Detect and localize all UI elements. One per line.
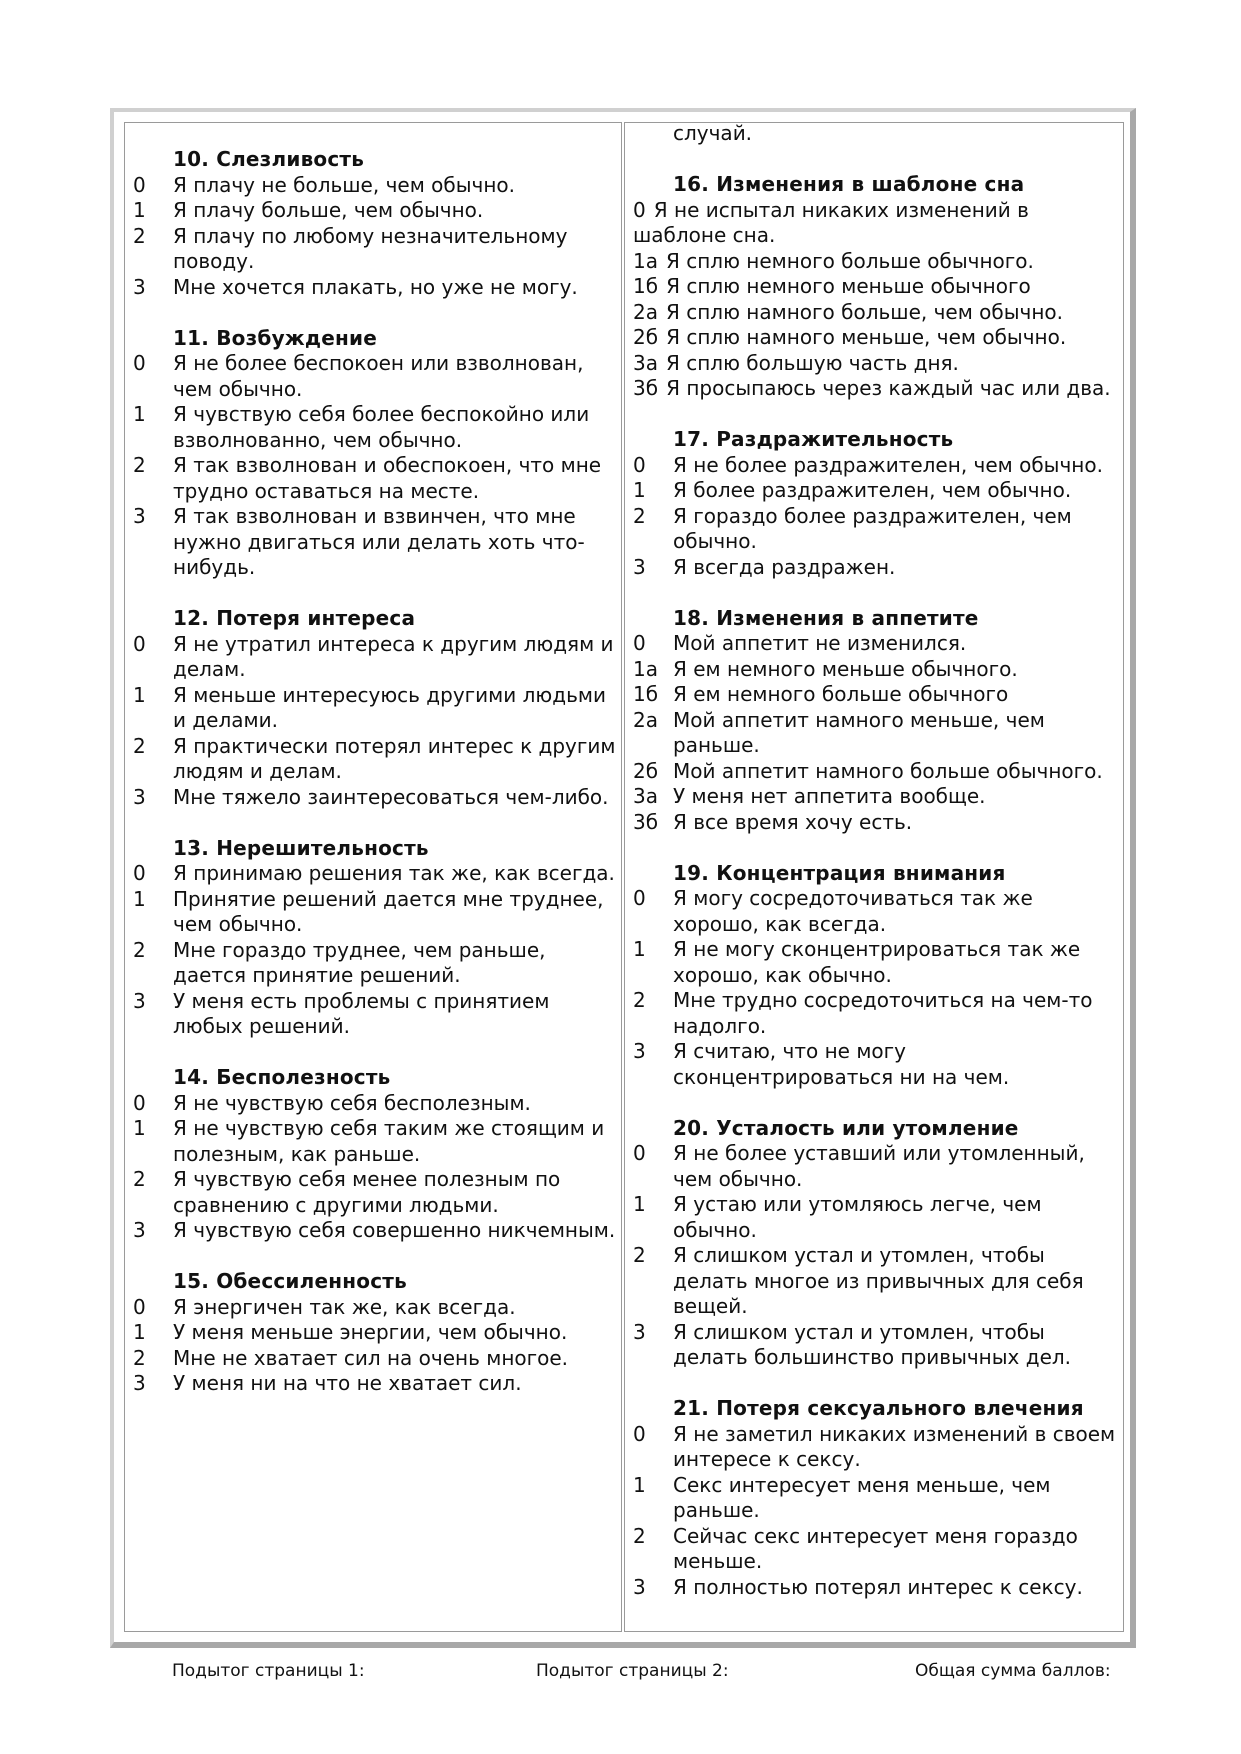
section-heading: 12. Потеря интереса [173,606,416,630]
option-text: Я сплю намного больше, чем обычно. [665,299,1063,324]
total-score-label: Общая сумма баллов: [915,1661,1111,1681]
option-text: Принятие решений дается мне труднее, чем обычно. [173,886,604,936]
answer-option [133,275,617,301]
section-gap [633,580,1119,606]
option-score: 0 [633,1421,646,1446]
section-heading: 15. Обессиленность [173,1269,407,1293]
continuation-text: случай. [673,122,753,145]
section-heading: 11. Возбуждение [173,325,378,350]
section-heading: 13. Нерешительность [173,835,429,860]
option-text: Мой аппетит намного меньше, чем раньше. [673,707,1045,757]
option-text: Я чувствую себя менее полезным по сравнению с другими людьми. [173,1167,561,1217]
option-score: 3 [633,554,646,579]
section-heading: 10. Слезливость [173,147,365,171]
section-heading: 18. Изменения в аппетите [673,605,979,630]
answer-option [633,249,1119,275]
answer-option [633,1473,1119,1524]
section-gap [133,1244,617,1270]
option-score: 3 [133,1371,146,1395]
option-text: Я чувствую себя совершенно никчемным. [173,1218,616,1242]
option-score: 3 [133,504,146,528]
option-text: Я считаю, что не могу сконцентрироваться ни на чем. [673,1039,1010,1089]
answer-option [633,1320,1119,1371]
option-score: 1 [133,1116,146,1140]
option-text: Я полностью потерял интерес к сексу. [673,1574,1083,1599]
answer-option [633,657,1119,683]
section-heading: 21. Потеря сексуального влечения [673,1396,1084,1420]
option-score: 2 [633,1243,646,1267]
answer-option [633,810,1119,836]
option-text: Секс интересует меня меньше, чем раньше. [673,1472,1051,1522]
option-score: 0 [133,351,146,375]
option-text: Я всегда раздражен. [673,554,896,579]
option-score: 1 [633,1472,646,1497]
option-score: 2б [633,325,659,349]
answer-option [133,453,617,504]
option-score: 3а [633,350,658,375]
option-text: У меня нет аппетита вообще. [673,784,986,808]
subtotal-page-1-label: Подытог страницы 1: [172,1661,365,1681]
section-gap [133,581,617,607]
option-score: 2 [633,988,646,1012]
option-text: Мне трудно сосредоточиться на чем-то надолго. [673,988,1093,1038]
option-score: 1 [133,402,146,426]
section-gap [633,835,1119,861]
option-text: Я сплю немного больше обычного. [665,248,1034,273]
answer-option [633,478,1119,504]
answer-option [633,759,1119,785]
option-text: Я меньше интересуюсь другими людьми и делами. [173,682,606,732]
subtotal-page-2-label: Подытог страницы 2: [536,1661,729,1681]
option-text: Я плачу по любому незначительному поводу. [173,223,568,273]
option-text: Я принимаю решения так же, как всегда. [173,861,615,885]
option-text: Я не более беспокоен или взволнован, чем обычно. [173,351,584,401]
option-score: 0 [633,1141,646,1165]
option-text: Я могу сосредоточиваться так же хорошо, как всегда. [673,886,1033,936]
option-text: Мне хочется плакать, но уже не могу. [173,274,578,299]
answer-option [633,504,1119,555]
option-score: 2 [133,223,146,248]
answer-option [633,1243,1119,1320]
option-text: У меня есть проблемы с принятием любых решений. [173,988,550,1038]
answer-option [133,1295,617,1321]
option-text: Я не утратил интереса к другим людям и делам. [173,631,614,681]
option-score: 0 [633,886,646,910]
option-text: Мой аппетит намного больше обычного. [673,758,1103,783]
option-text: Я не заметил никаких изменений в своем интересе к сексу. [673,1421,1116,1471]
answer-option [633,453,1119,479]
answer-option [633,1524,1119,1575]
section-gap [633,402,1119,428]
answer-option [633,988,1119,1039]
answer-option [633,631,1119,657]
section-gap [133,810,617,836]
option-score: 3б [633,809,659,834]
answer-option [133,1167,617,1218]
option-text: У меня меньше энергии, чем обычно. [173,1320,568,1344]
answer-option [633,351,1119,377]
answer-option [133,989,617,1040]
option-score: 1а [633,656,658,681]
option-score: 1 [633,1192,646,1216]
section-gap [133,1040,617,1066]
option-text: Я чувствую себя более беспокойно или взволнованно, чем обычно. [173,402,590,452]
answer-option [133,632,617,683]
answer-option [133,198,617,224]
option-score: 2б [633,758,659,783]
option-text: Я плачу не больше, чем обычно. [173,172,515,197]
option-score: 0 [133,861,146,885]
answer-option [133,1320,617,1346]
section-gap [633,1090,1119,1116]
answer-option [133,861,617,887]
option-text: Я не могу сконцентрироваться так же хорошо, как обычно. [673,937,1081,987]
option-score: 3б [633,376,659,400]
option-score: 0 [633,197,646,222]
option-score: 2 [633,503,646,528]
right-column-content [633,122,1119,1600]
option-text: Я сплю большую часть дня. [665,350,959,375]
option-score: 3 [133,1218,146,1242]
option-score: 2 [133,1345,146,1370]
left-column-content [133,147,617,1397]
option-text: Мне гораздо труднее, чем раньше, дается принятие решений. [173,937,546,987]
option-text: Сейчас секс интересует меня гораздо меньше. [673,1523,1078,1573]
answer-option [133,1116,617,1167]
option-score: 1б [633,274,659,298]
option-score: 3 [633,1039,646,1063]
option-score: 1 [133,682,146,707]
option-score: 3 [633,1319,646,1344]
option-text: Я ем немного меньше обычного. [673,656,1018,681]
option-score: 1 [633,937,646,961]
option-score: 1 [133,886,146,911]
option-text: Мой аппетит не изменился. [673,631,967,655]
option-score: 2 [133,1167,146,1191]
answer-option [633,886,1119,937]
answer-option [633,1192,1119,1243]
option-score: 3 [633,1574,646,1599]
answer-option [633,376,1119,402]
option-score: 2 [133,453,146,477]
answer-option [633,1575,1119,1601]
section-heading: 20. Усталость или утомление [673,1115,1019,1140]
answer-option [133,887,617,938]
answer-option [133,504,617,581]
answer-option [633,784,1119,810]
option-text: Я все время хочу есть. [673,809,913,834]
answer-option [633,325,1119,351]
option-text: Я практически потерял интерес к другим людям и делам. [173,733,616,783]
left-column [124,122,622,1632]
answer-option [633,274,1119,300]
section-gap [633,147,1119,173]
answer-option [133,1091,617,1117]
answer-option [133,938,617,989]
option-score: 2 [633,1523,646,1548]
answer-option [633,1039,1119,1090]
option-text: Я энергичен так же, как всегда. [173,1294,516,1319]
section-gap [633,1371,1119,1397]
option-score: 0 [133,1294,146,1319]
option-score: 2а [633,299,658,324]
section-gap [133,300,617,326]
option-score: 0 [633,452,646,477]
option-text: Я не испытал никаких изменений в шаблоне сна. [633,197,1029,247]
option-score: 2а [633,707,658,732]
option-score: 0 [133,631,146,656]
option-score: 1а [633,248,658,273]
option-text: У меня ни на что не хватает сил. [173,1371,522,1395]
answer-option [133,1218,617,1244]
questionnaire-frame [110,108,1136,1648]
option-text: Я ем немного больше обычного [673,682,1009,706]
answer-option [633,708,1119,759]
option-score: 2 [133,733,146,758]
option-text: Я так взволнован и взвинчен, что мне нужно двигаться или делать хоть что-нибудь. [173,504,585,579]
option-score: 3а [633,784,658,808]
answer-option [633,937,1119,988]
answer-option [633,1422,1119,1473]
option-text: Я гораздо более раздражителен, чем обычно. [673,503,1072,553]
answer-option [633,682,1119,708]
section-heading: 17. Раздражительность [673,427,954,451]
section-heading: 14. Бесполезность [173,1065,391,1089]
answer-option [633,300,1119,326]
answer-option [633,1141,1119,1192]
answer-option [133,224,617,275]
option-text: Я не чувствую себя таким же стоящим и полезным, как раньше. [173,1116,605,1166]
option-text: Я не более раздражителен, чем обычно. [673,452,1103,477]
answer-option [633,198,1119,249]
option-score: 1б [633,682,659,706]
option-text: Я слишком устал и утомлен, чтобы делать большинство привычных дел. [673,1319,1072,1369]
option-score: 2 [133,937,146,962]
option-text: Я так взволнован и обеспокоен, что мне трудно оставаться на месте. [173,453,602,503]
answer-option [133,402,617,453]
option-text: Я не чувствую себя бесполезным. [173,1090,531,1115]
answer-option [133,734,617,785]
answer-option [133,1346,617,1372]
option-score: 0 [633,631,646,655]
option-text: Мне не хватает сил на очень многое. [173,1345,569,1370]
option-text: Я слишком устал и утомлен, чтобы делать многое из привычных для себя вещей. [673,1243,1084,1318]
option-score: 0 [133,172,146,197]
answer-option [133,683,617,734]
option-text: Я плачу больше, чем обычно. [173,198,484,222]
option-text: Я устаю или утомляюсь легче, чем обычно. [673,1192,1042,1242]
option-score: 3 [133,988,146,1013]
answer-option [133,351,617,402]
section-heading: 16. Изменения в шаблоне сна [673,172,1025,196]
option-text: Я просыпаюсь через каждый час или два. [666,376,1111,400]
answer-option [133,785,617,811]
option-text: Я не более уставший или утомленный, чем обычно. [673,1141,1085,1191]
option-score: 1 [133,198,146,222]
answer-option [133,173,617,199]
option-text: Я более раздражителен, чем обычно. [673,478,1072,502]
section-heading: 19. Концентрация внимания [673,860,1006,885]
option-score: 0 [133,1090,146,1115]
right-column [624,122,1124,1632]
option-score: 3 [133,274,146,299]
option-text: Я сплю немного меньше обычного [666,274,1031,298]
answer-option [633,555,1119,581]
answer-option [133,1371,617,1397]
option-text: Мне тяжело заинтересоваться чем-либо. [173,784,609,809]
option-score: 1 [133,1320,146,1344]
option-score: 3 [133,784,146,809]
option-text: Я сплю намного меньше, чем обычно. [666,325,1067,349]
option-score: 1 [633,478,646,502]
